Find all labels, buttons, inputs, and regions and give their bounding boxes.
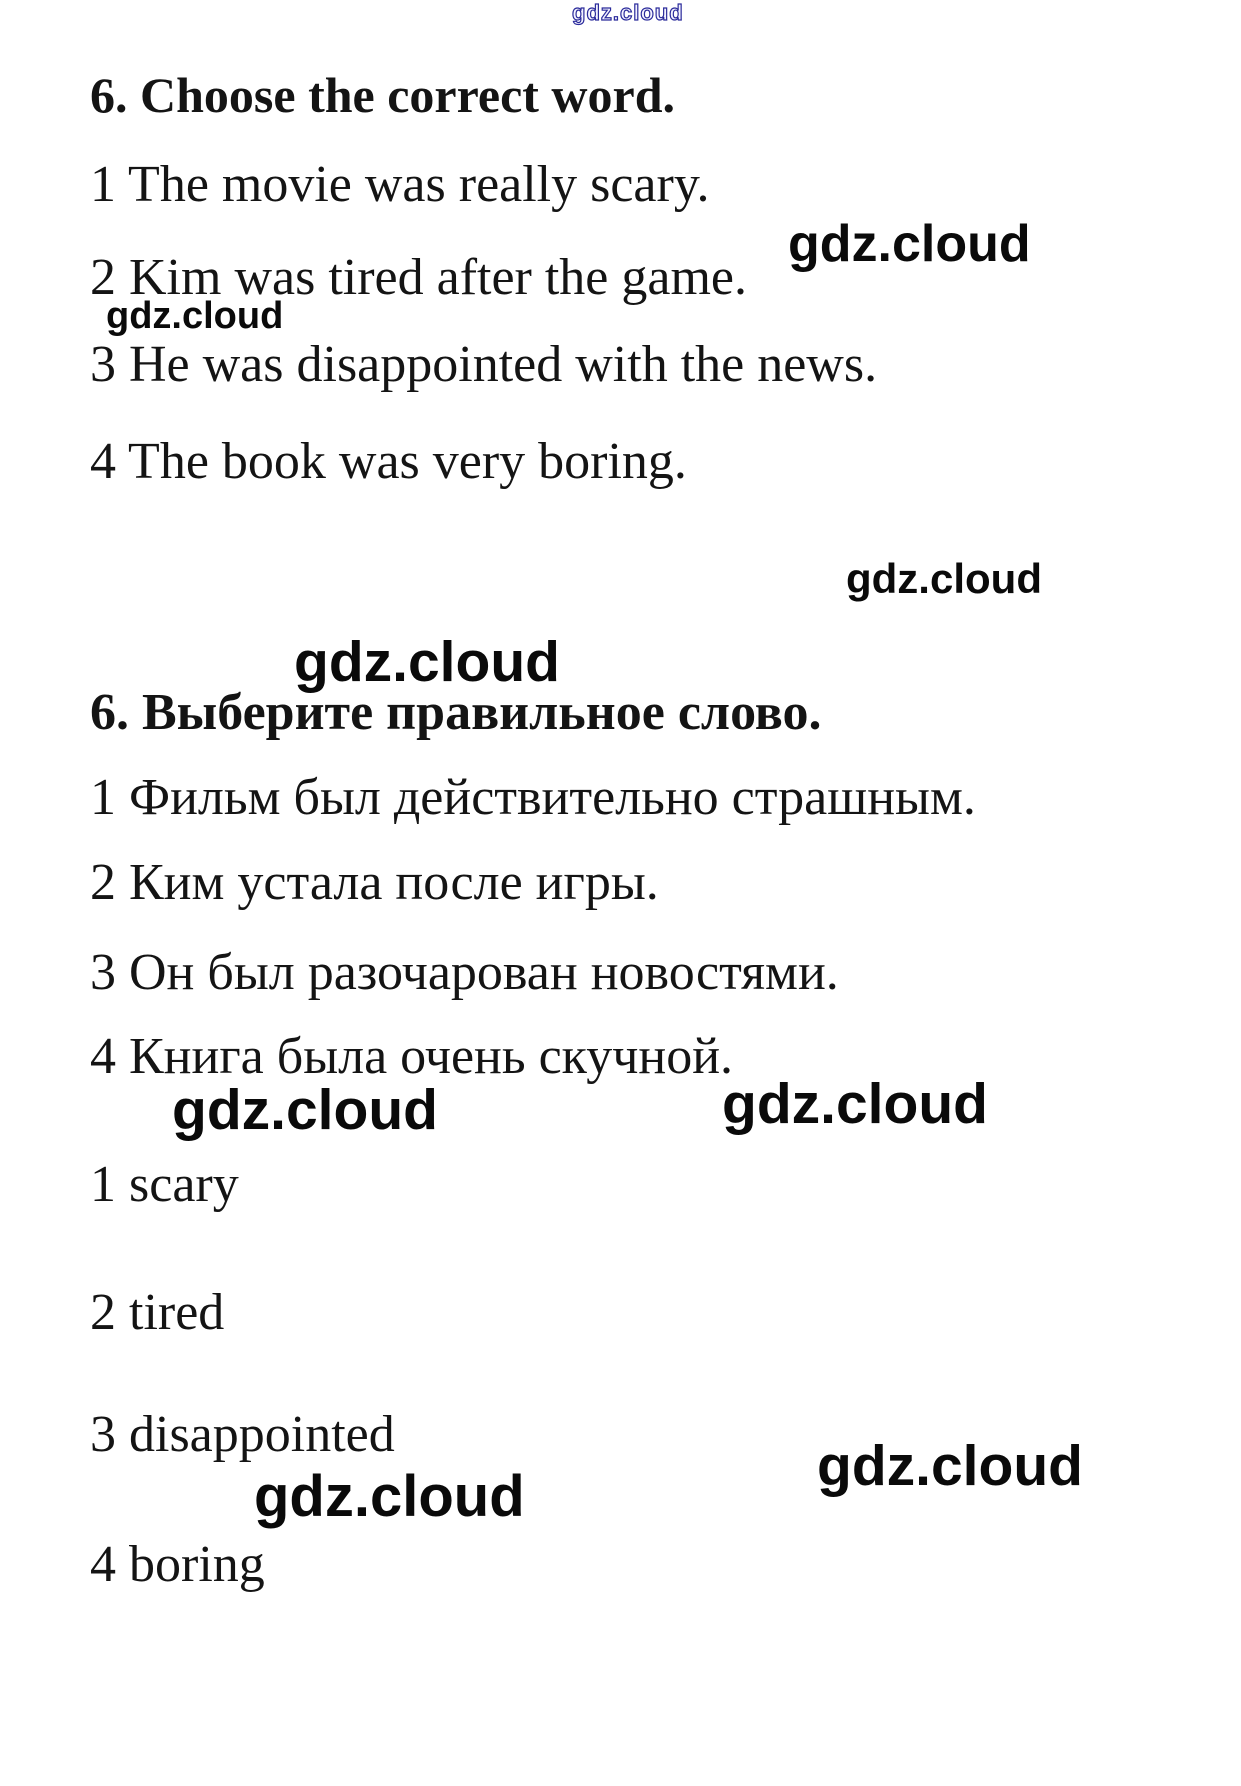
answer-item-3: 3 disappointed: [90, 1406, 395, 1463]
exercise-item-en-2: 2 Kim was tired after the game.: [90, 249, 747, 306]
answer-item-4: 4 boring: [90, 1536, 265, 1593]
watermark-mid-right: gdz.cloud: [846, 555, 1042, 602]
exercise-item-ru-3: 3 Он был разочарован новостями.: [90, 944, 839, 1001]
exercise-item-en-3: 3 He was disappointed with the news.: [90, 336, 878, 393]
watermark-answers-left: gdz.cloud: [172, 1078, 438, 1142]
watermark-answer3-right: gdz.cloud: [817, 1434, 1083, 1498]
watermark-answers-right: gdz.cloud: [722, 1072, 988, 1136]
exercise-heading-ru: 6. Выберите правильное слово.: [90, 684, 822, 741]
exercise-item-ru-4: 4 Книга была очень скучной.: [90, 1028, 734, 1085]
exercise-item-ru-1: 1 Фильм был действительно страшным.: [90, 769, 976, 826]
watermark-answer3-below: gdz.cloud: [254, 1464, 525, 1529]
exercise-item-en-1: 1 The movie was really scary.: [90, 156, 710, 213]
watermark-above-ru-head: gdz.cloud: [294, 630, 560, 694]
exercise-item-ru-2: 2 Ким устала после игры.: [90, 854, 659, 911]
answer-item-2: 2 tired: [90, 1284, 225, 1341]
exercise-heading-en: 6. Choose the correct word.: [90, 67, 676, 123]
watermark-line1-right: gdz.cloud: [788, 215, 1031, 273]
answer-item-1: 1 scary: [90, 1156, 239, 1213]
watermark-top: gdz.cloud: [572, 0, 684, 25]
exercise-item-en-4: 4 The book was very boring.: [90, 433, 687, 490]
watermark-small-left: gdz.cloud: [106, 295, 284, 337]
